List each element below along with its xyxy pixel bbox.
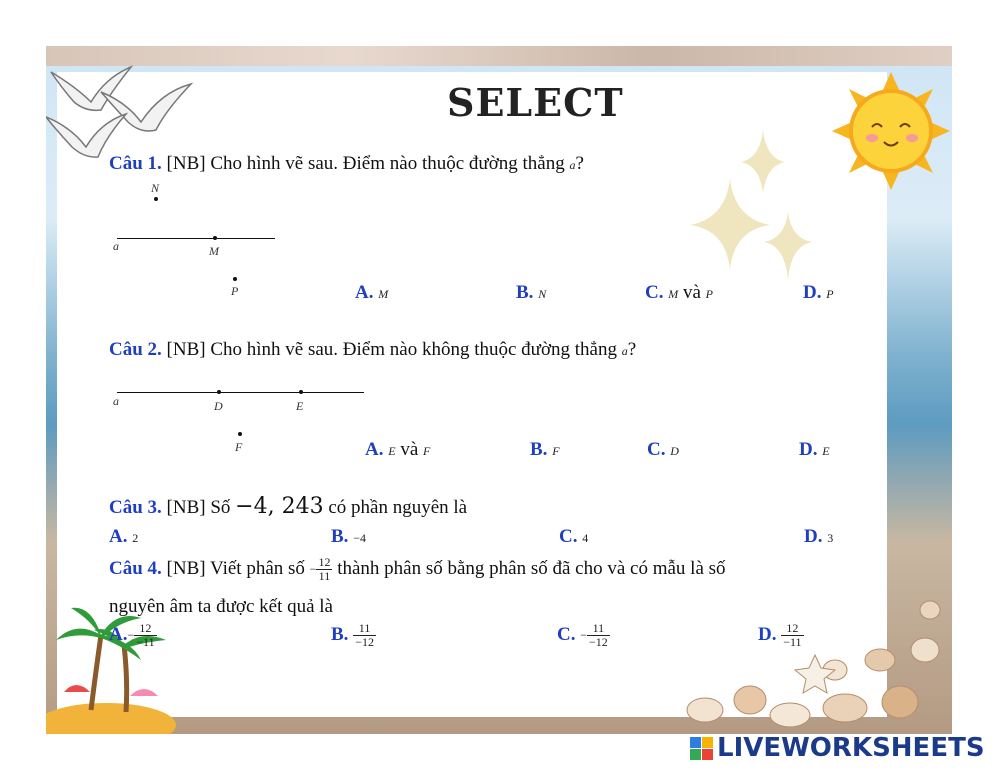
q4-option-d-fraction [781,622,803,649]
fig1-point-p [233,277,237,281]
question-2-text: [NB] Cho hình vẽ sau. Điểm nào không thuộc đường thẳng [166,339,617,360]
q3-option-a[interactable] [109,526,138,548]
q2-option-d-value: E [822,444,830,458]
q4-option-b-fraction [353,622,376,649]
q2-option-a-value: E [388,444,396,458]
question-2 [109,339,636,361]
palm-trees-icon [46,600,176,734]
q1-option-b-value: N [538,287,547,301]
q2-option-d[interactable] [799,439,830,461]
fig2-point-d [217,390,221,394]
fig1-line-label: a [113,239,119,253]
q3-option-b-label: B. [331,526,349,547]
fig2-point-label-e: E [296,399,304,413]
q4-option-a-fraction [134,622,156,649]
q4-option-b-num: 11 [353,622,376,636]
question-2-label: Câu 2. [109,339,162,360]
q4-option-c-den: −12 [589,635,608,649]
q2-option-a-label: A. [365,439,384,460]
page-title: SELECT [447,80,624,125]
question-3-label: Câu 3. [109,497,162,518]
q3-option-d-value: 3 [827,531,834,545]
q4-option-d-label: D. [758,623,777,645]
fig2-point-label-f: F [235,440,243,454]
question-2-var: a [621,344,628,358]
question-4-label: Câu 4. [109,557,162,579]
fig2-point-e [299,390,303,394]
question-3-pre: [NB] Số [166,497,231,518]
question-4-frac-num: 12 [318,555,331,569]
question-1-text: [NB] Cho hình vẽ sau. Điểm nào thuộc đường thẳng [166,153,565,174]
q4-option-c-label: C. [557,623,576,645]
q4-option-a[interactable] [109,622,157,649]
fig2-point-f [238,432,242,436]
q2-option-c-label: C. [647,439,666,460]
question-1 [109,153,584,175]
sparkle-stars-icon [690,130,820,290]
fig2-point-label-d: D [214,399,223,413]
q4-option-c-num: 11 [587,622,610,636]
q4-option-d-num: 12 [781,622,803,636]
q3-option-b[interactable] [331,526,366,548]
fig2-line-a [117,392,364,393]
q2-option-a[interactable] [365,439,430,461]
q3-option-a-value: 2 [132,531,139,545]
q1-option-d[interactable] [803,282,834,304]
q1-option-d-value: P [826,287,834,301]
q2-option-a-conj: và [400,439,419,460]
q2-option-b[interactable] [530,439,560,461]
q1-option-c-value2: P [705,287,714,301]
fig1-point-label-p: P [231,284,239,298]
q4-option-a-label: A. [109,623,128,645]
question-4-post: thành phân số bằng phân số đã cho và có mẫu là số [337,557,726,579]
question-3 [109,494,467,519]
liveworksheets-logo [690,733,985,763]
liveworksheets-logo-icon [690,737,713,760]
q3-option-c[interactable] [559,526,588,548]
question-4-frac-sign: − [309,562,317,576]
q4-option-a-sign: − [127,628,135,642]
q3-option-d[interactable] [804,526,833,548]
q2-option-d-label: D. [799,439,818,460]
q4-option-c[interactable] [557,622,610,649]
fig1-line-a [117,238,275,239]
q1-option-c[interactable] [645,282,713,304]
q4-option-d-den: −11 [783,635,802,649]
q1-option-d-label: D. [803,282,822,303]
q4-option-b-den: −12 [355,635,374,649]
fig2-line-label: a [113,394,119,408]
q2-option-b-value: F [552,444,560,458]
q2-option-a-value2: F [423,444,431,458]
question-1-var: a [569,158,576,172]
question-3-number: −4, 243 [235,494,324,519]
q1-option-c-value: M [668,287,679,301]
q3-option-d-label: D. [804,526,823,547]
question-4 [109,556,726,583]
fig1-point-label-m: M [209,244,219,258]
q4-option-c-sign: − [580,628,588,642]
brand-text: LIVEWORKSHEETS [717,733,985,763]
question-1-end: ? [575,153,584,174]
q2-option-b-label: B. [530,439,548,460]
q1-option-c-conj: và [682,282,701,303]
q1-option-a-value: M [378,287,389,301]
sun-icon [832,72,950,190]
q2-option-c[interactable] [647,439,679,461]
fig1-point-n [154,197,158,201]
question-4-pre: [NB] Viết phân số [166,557,305,579]
q4-option-b[interactable] [331,622,376,649]
question-1-label: Câu 1. [109,153,162,174]
q3-option-a-label: A. [109,526,128,547]
q4-option-a-den: −11 [136,635,155,649]
q4-option-b-label: B. [331,623,349,645]
question-3-post: có phần nguyên là [328,497,468,518]
q1-option-a-label: A. [355,282,374,303]
question-2-end: ? [627,339,637,360]
q1-option-c-label: C. [645,282,664,303]
q3-option-c-value: 4 [582,531,589,545]
q4-option-c-fraction [587,622,610,649]
q4-option-d[interactable] [758,622,804,649]
seashells-icon [675,590,952,734]
q4-option-a-num: 12 [134,622,156,636]
q3-option-c-label: C. [559,526,578,547]
q2-option-c-value: D [670,444,679,458]
fig1-point-m [213,236,217,240]
q1-option-b-label: B. [516,282,534,303]
question-4-frac-den: 11 [318,569,331,583]
q3-option-b-value: −4 [353,531,366,545]
q1-option-b[interactable] [516,282,546,304]
fig1-point-label-n: N [151,181,160,195]
question-4-fraction [316,556,332,583]
question-4-line2: nguyên âm ta được kết quả là [109,596,333,617]
q1-option-a[interactable] [355,282,388,304]
